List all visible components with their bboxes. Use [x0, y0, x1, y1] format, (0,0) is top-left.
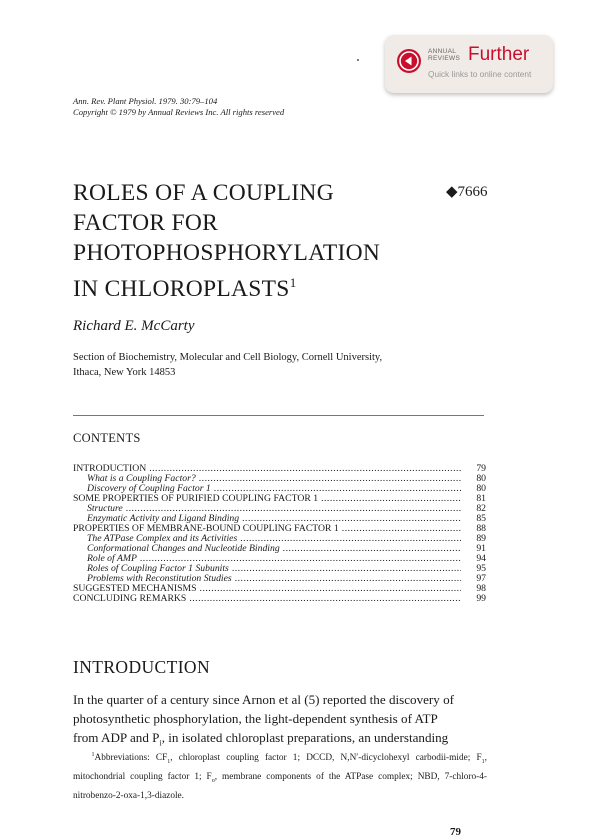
author-name: Richard E. McCarty — [73, 318, 195, 334]
toc-entry-page: 97 — [476, 574, 486, 584]
banner-brand-small: ANNUAL REVIEWS — [428, 48, 461, 62]
toc-entry[interactable] — [73, 514, 486, 524]
toc-leader-dots — [321, 494, 461, 504]
toc-entry-label: Conformational Changes and Nucleotide Binding — [87, 544, 280, 554]
toc-entry-page: 81 — [476, 494, 486, 504]
toc-leader-dots — [199, 474, 461, 484]
title-line: ROLES OF A COUPLING — [73, 180, 334, 206]
toc-entry-label: SOME PROPERTIES OF PURIFIED COUPLING FACTOR 1 — [73, 494, 319, 504]
toc-entry-label: Structure — [87, 504, 123, 514]
toc-entry-page: 95 — [476, 564, 486, 574]
toc-entry[interactable] — [73, 554, 486, 564]
toc-entry-page: 88 — [476, 524, 486, 534]
toc-entry[interactable] — [73, 484, 486, 494]
toc-entry[interactable] — [73, 524, 486, 534]
divider — [73, 415, 484, 416]
toc-entry-label: SUGGESTED MECHANISMS — [73, 584, 197, 594]
article-title — [73, 178, 433, 304]
title-footnote-mark[interactable]: 1 — [289, 275, 297, 290]
introduction-paragraph: In the quarter of a century since Arnon et al (5) reported the discovery of photosynthetic phosphorylation, the light-dependent synthesis of ATP from ADP and $P_i$, in isolated chloroplast preparations, an understanding — [73, 692, 455, 748]
introduction-heading: INTRODUCTION — [73, 657, 211, 677]
toc-entry-label: Roles of Coupling Factor 1 Subunits — [87, 564, 229, 574]
abbreviations-footnote: $^1$Abbreviations: $CF_1$, chloroplast coupling factor 1; DCCD, N,N′-dicyclohexyl carbodii-mide; $F_1$, mitochondrial coupling factor 1; $F_o$, membrane components of the ATPase complex; NBD, 7-chloro-4-nitrobenzo-2-oxa-1,3-diazole. — [73, 752, 487, 801]
toc-entry-label: INTRODUCTION — [73, 464, 147, 474]
toc-entry-label: Problems with Reconstitution Studies — [87, 574, 232, 584]
toc-entry-page: 98 — [476, 584, 486, 594]
toc-leader-dots — [214, 484, 461, 494]
toc-entry-page: 80 — [476, 474, 486, 484]
toc-entry-label: Enzymatic Activity and Ligand Binding — [87, 514, 240, 524]
toc-entry-page: 85 — [476, 514, 486, 524]
toc-leader-dots — [283, 544, 461, 554]
journal-header — [73, 96, 284, 118]
toc-entry-label: Role of AMP — [87, 554, 137, 564]
author-affiliation: Section of Biochemistry, Molecular and Cell Biology, Cornell University, Ithaca, New York 14853 — [73, 352, 383, 378]
toc-entry[interactable] — [73, 544, 486, 554]
toc-leader-dots — [200, 584, 461, 594]
toc-entry-page: 80 — [476, 484, 486, 494]
table-of-contents — [73, 464, 486, 604]
toc-entry[interactable] — [73, 474, 486, 484]
banner-subtitle: Quick links to online content — [428, 69, 532, 79]
toc-entry-label: What is a Coupling Factor? — [87, 474, 196, 484]
toc-entry-page: 79 — [476, 464, 486, 474]
toc-entry-label: PROPERTIES OF MEMBRANE-BOUND COUPLING FACTOR 1 — [73, 524, 339, 534]
catalog-number: ◆7666 — [446, 184, 488, 200]
contents-heading: CONTENTS — [73, 431, 141, 445]
toc-entry-label: Discovery of Coupling Factor 1 — [87, 484, 211, 494]
citation-line: Ann. Rev. Plant Physiol. 1979. 30:79–104 — [73, 96, 218, 106]
annual-reviews-logo-icon — [397, 49, 421, 73]
toc-leader-dots — [140, 554, 461, 564]
toc-entry-page: 91 — [476, 544, 486, 554]
toc-entry-page: 89 — [476, 534, 486, 544]
stray-dot — [357, 59, 359, 61]
copyright-line: Copyright © 1979 by Annual Reviews Inc. All rights reserved — [73, 107, 285, 117]
toc-leader-dots — [342, 524, 461, 534]
banner-further-word: Further — [468, 44, 530, 65]
toc-leader-dots — [232, 564, 461, 574]
toc-leader-dots — [149, 464, 461, 474]
toc-leader-dots — [189, 594, 461, 604]
toc-entry[interactable] — [73, 494, 486, 504]
title-line: FACTOR FOR — [73, 210, 219, 236]
further-banner[interactable] — [385, 35, 553, 93]
toc-leader-dots — [242, 514, 461, 524]
toc-entry-label: The ATPase Complex and its Activities — [87, 534, 238, 544]
toc-entry[interactable] — [73, 504, 486, 514]
toc-entry[interactable] — [73, 464, 486, 474]
toc-leader-dots — [235, 574, 461, 584]
toc-entry-page: 82 — [476, 504, 486, 514]
toc-entry-page: 99 — [476, 594, 486, 604]
toc-entry[interactable] — [73, 574, 486, 584]
title-line: IN CHLOROPLASTS$^1$ — [73, 275, 297, 302]
toc-entry[interactable] — [73, 584, 486, 594]
title-line: PHOTOPHOSPHORYLATION — [73, 240, 381, 266]
toc-entry[interactable] — [73, 594, 486, 604]
toc-entry-label: CONCLUDING REMARKS — [73, 594, 187, 604]
page-number: 79 — [450, 826, 461, 838]
toc-leader-dots — [126, 504, 461, 514]
toc-entry[interactable] — [73, 534, 486, 544]
toc-entry-page: 94 — [476, 554, 486, 564]
toc-entry[interactable] — [73, 564, 486, 574]
toc-leader-dots — [240, 534, 461, 544]
